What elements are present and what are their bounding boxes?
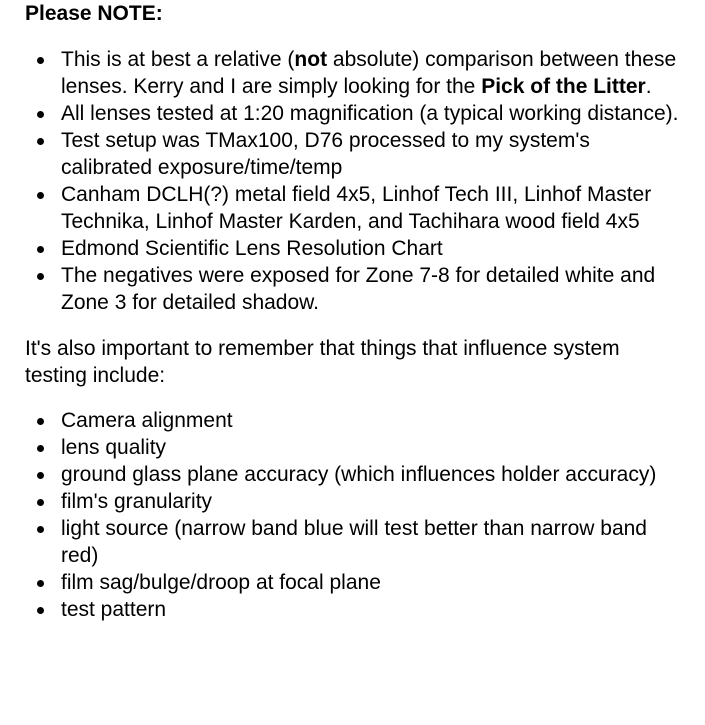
list-item: [25, 596, 681, 623]
list-item: [25, 488, 681, 515]
bullet-icon: [37, 607, 44, 614]
item-bold-text: not: [294, 48, 328, 71]
list-item: [25, 262, 681, 316]
bullet-icon: [37, 526, 44, 533]
list-item: [25, 569, 681, 596]
item-text: film's granularity: [61, 490, 213, 513]
list-item: [25, 46, 681, 100]
item-text: light source (narrow band blue will test better than narrow band red): [61, 517, 647, 567]
item-text: All lenses tested at 1:20 magnification (a typical working distance).: [61, 102, 679, 125]
notes-list: [25, 46, 705, 316]
item-text: film sag/bulge/droop at focal plane: [61, 571, 381, 594]
list-item: [25, 127, 681, 181]
list-item: [25, 181, 681, 235]
bullet-icon: [37, 499, 44, 506]
list-item: [25, 407, 681, 434]
item-text: Canham DCLH(?) metal field 4x5, Linhof Tech III, Linhof Master Technika, Linhof Master Karden, and Tachihara wood field 4x5: [61, 183, 652, 233]
list-item: [25, 235, 681, 262]
item-text: The negatives were exposed for Zone 7-8 for detailed white and Zone 3 for detailed shadow.: [61, 264, 656, 314]
item-text: test pattern: [61, 598, 167, 621]
bullet-icon: [37, 111, 44, 118]
list-item: [25, 515, 681, 569]
influences-paragraph: It's also important to remember that things that influence system testing include:: [25, 337, 620, 387]
influences-list: [25, 407, 705, 623]
item-bold-text: Pick of the Litter: [481, 75, 646, 98]
list-item: [25, 100, 681, 127]
item-text: Camera alignment: [61, 409, 233, 432]
bullet-icon: [37, 138, 44, 145]
item-text: This is at best a relative (: [61, 48, 295, 71]
note-heading: Please NOTE:: [25, 2, 163, 25]
list-item: [25, 461, 681, 488]
bullet-icon: [37, 445, 44, 452]
item-text: Edmond Scientific Lens Resolution Chart: [61, 237, 443, 260]
bullet-icon: [37, 57, 44, 64]
bullet-icon: [37, 580, 44, 587]
item-text: lens quality: [61, 436, 167, 459]
item-text: ground glass plane accuracy (which influences holder accuracy): [61, 463, 657, 486]
item-text: .: [645, 75, 652, 98]
item-text: absolute) comparison between these lenses. Kerry and I are simply looking for the: [61, 48, 677, 98]
bullet-icon: [37, 472, 44, 479]
bullet-icon: [37, 418, 44, 425]
item-text: Test setup was TMax100, D76 processed to my system's calibrated exposure/time/temp: [61, 129, 590, 179]
bullet-icon: [37, 273, 44, 280]
bullet-icon: [37, 192, 44, 199]
bullet-icon: [37, 246, 44, 253]
list-item: [25, 434, 681, 461]
